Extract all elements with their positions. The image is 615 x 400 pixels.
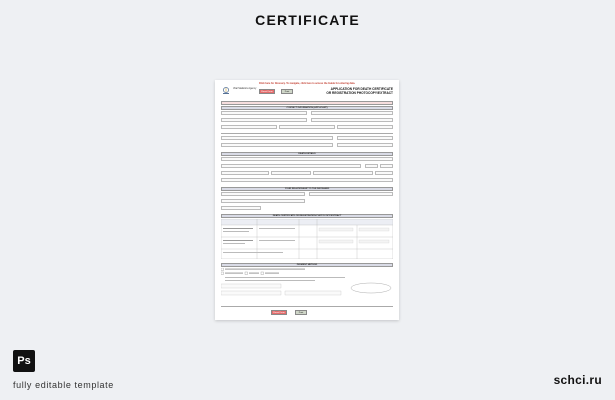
mailing-city-field[interactable] (337, 136, 393, 140)
agency-name: Vital Statistics Agency (233, 87, 257, 90)
applicant-address-field[interactable] (221, 118, 307, 122)
divider (221, 133, 393, 134)
reason-field[interactable] (221, 199, 305, 203)
deceased-name-field[interactable] (221, 157, 393, 161)
place-of-death-field[interactable] (271, 171, 311, 175)
notice-bar (221, 101, 393, 105)
print-button[interactable]: Print (281, 89, 293, 94)
delivery-field[interactable] (221, 143, 333, 147)
section-payment: PAYMENT METHOD (221, 263, 393, 267)
relationship-field[interactable] (221, 192, 305, 196)
applicant-name-field[interactable] (221, 111, 307, 115)
city-of-death-field[interactable] (313, 171, 373, 175)
applicant-postal-field[interactable] (337, 125, 393, 129)
top-note: Click here for Glossary. To navigate, click here to access the Guide for entering data. (258, 82, 356, 85)
payment-section (221, 268, 393, 302)
page-title: CERTIFICATE (255, 12, 360, 28)
footer-print-button[interactable]: Print (295, 310, 307, 315)
heading-line-1: APPLICATION FOR DEATH CERTIFICATE (330, 87, 393, 91)
template-caption: fully editable template (13, 380, 114, 390)
reset-form-button[interactable]: Reset Form (259, 89, 275, 94)
parent-names-field[interactable] (221, 178, 393, 182)
crest-logo-icon (221, 87, 231, 95)
date-of-death-field[interactable] (221, 171, 269, 175)
heading-line-2: OR REGISTRATION PHOTOCOPY/EXTRACT (326, 90, 393, 95)
photoshop-icon: Ps (13, 350, 35, 372)
registration-number-field[interactable] (375, 171, 393, 175)
legal-rep-field[interactable] (221, 206, 261, 210)
applicant-city-field[interactable] (221, 125, 277, 129)
section-death-details: DEATH DETAILS (221, 152, 393, 156)
deceased-sex-field[interactable] (365, 164, 378, 168)
delivery-code-field[interactable] (337, 143, 393, 147)
site-watermark: schci.ru (553, 373, 602, 387)
mailing-address-field[interactable] (221, 136, 333, 140)
section-certificate-type: DEATH CERTIFICATE OR REGISTRATION PHOTOCOPY/EXTRACT (221, 214, 393, 218)
section-relationship: YOUR RELATIONSHIP TO THE DECEASED (221, 187, 393, 191)
certificate-options-table (221, 219, 393, 259)
document-heading (323, 88, 393, 95)
applicant-province-field[interactable] (279, 125, 335, 129)
certificate-preview (215, 80, 399, 320)
relationship-other-field[interactable] (309, 192, 393, 196)
footer-reset-button[interactable]: Reset Form (271, 310, 287, 315)
deceased-age-field[interactable] (380, 164, 393, 168)
footer-divider (221, 306, 393, 307)
applicant-email-field[interactable] (311, 118, 393, 122)
section-contact: CONTACT INFORMATION (APPLICANT) (221, 106, 393, 110)
applicant-phone-field[interactable] (311, 111, 393, 115)
deceased-surname-field[interactable] (221, 164, 361, 168)
